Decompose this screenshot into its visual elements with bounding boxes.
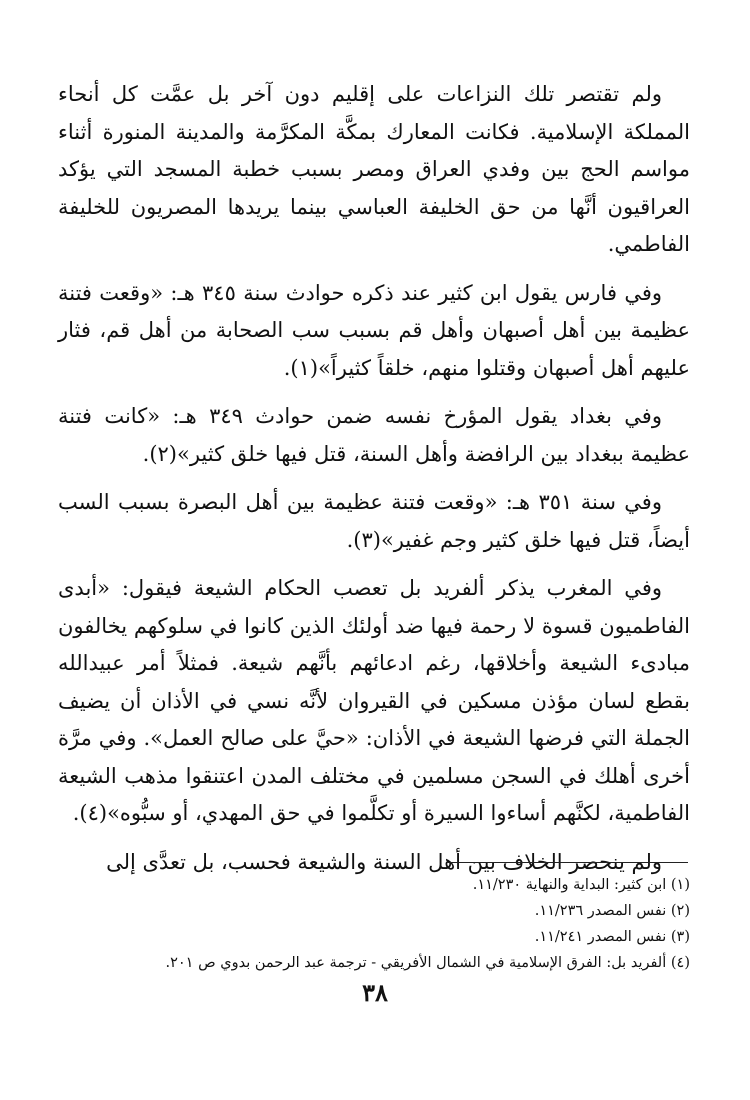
footnote-4: (٤) ألفريد بل: الفرق الإسلامية في الشمال الأفريقي - ترجمة عبد الرحمن بدوي ص ٢٠١. (165, 955, 690, 971)
footnote-2: (٢) نفس المصدر ١١/٢٣٦. (534, 903, 690, 919)
paragraph-5: وفي المغرب يذكر ألفريد بل تعصب الحكام الشيعة فيقول: «أبدى الفاطميون قسوة لا رحمة فيها ضد أولئك الذين كانوا في سلوكهم يخالفون مبادىء الشيعة وأخلاقها، رغم ادعائهم بأنَّهم شيعة. فمثلاً أمر عبيدالله بقطع لسان مؤذن مسكين في القيروان لأنَّه نسي في الأذان أن يضيف الجملة التي فرضها الشيعة في الأذان: «حيَّ على صالح العمل». وفي مرَّة أخرى أهلك في السجن مسلمين في مختلف المدن اعتنقوا مذهب الشيعة الفاطمية، لكنَّهم أساءوا السيرة أو تكلَّموا في حق المهدي، أو سبُّوه»(٤). (58, 576, 690, 825)
paragraph-4: وفي سنة ٣٥١ هـ: «وقعت فتنة عظيمة بين أهل البصرة بسبب السب أيضاً، قتل فيها خلق كثير وجم غفير»(٣). (58, 490, 690, 552)
footnotes (60, 872, 690, 976)
paragraph-3: وفي بغداد يقول المؤرخ نفسه ضمن حوادث ٣٤٩ هـ: «كانت فتنة عظيمة ببغداد بين الرافضة وأهل السنة، قتل فيها خلق كثير»(٢). (58, 404, 690, 466)
paragraph-1: ولم تقتصر تلك النزاعات على إقليم دون آخر بل عمَّت كل أنحاء المملكة الإسلامية. فكانت المعارك بمكَّة المكرَّمة والمدينة المنورة أثناء مواسم الحج بين وفدي العراق ومصر بسبب خطبة المسجد التي يؤكد العراقيون أنَّها من حق الخليفة العباسي بينما يريدها المصريون للخليفة الفاطمي. (58, 82, 690, 256)
page-number: ٣٨ (362, 978, 388, 1007)
footnote-3: (٣) نفس المصدر ١١/٢٤١. (534, 929, 690, 945)
paragraph-6: ولم ينحصر الخلاف بين أهل السنة والشيعة فحسب، بل تعدَّى إلى (106, 849, 662, 874)
footnote-divider (448, 862, 688, 863)
body-text (58, 76, 690, 881)
paragraph-2: وفي فارس يقول ابن كثير عند ذكره حوادث سنة ٣٤٥ هـ: «وقعت فتنة عظيمة بين أهل أصبهان وأهل قم بسبب سب الصحابة من أهل قم، فثار عليهم أهل أصبهان وقتلوا منهم، خلقاً كثيراً»(١). (58, 280, 690, 380)
footnote-1: (١) ابن كثير: البداية والنهاية ١١/٢٣٠. (472, 877, 690, 893)
